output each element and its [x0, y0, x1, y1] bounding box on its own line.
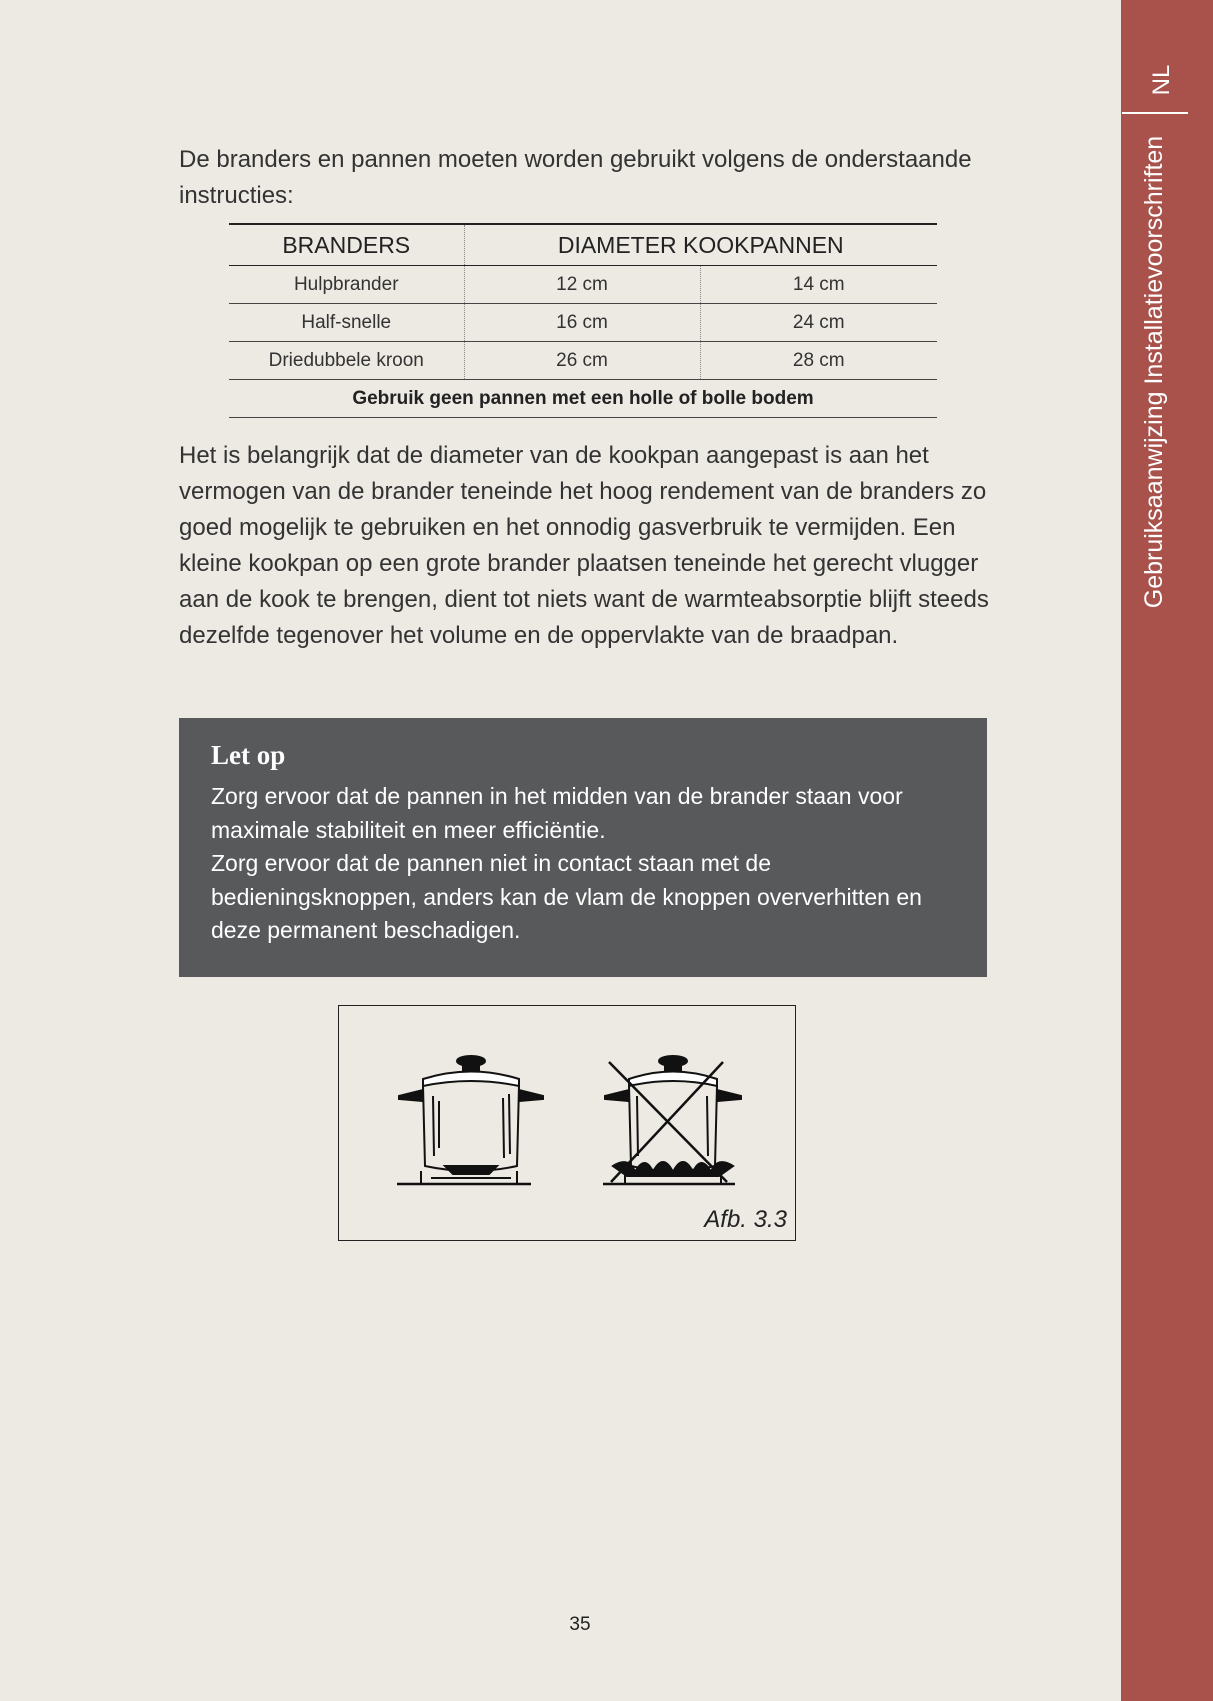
table-cell-burner: Half-snelle: [229, 304, 464, 342]
figure-3-3: [338, 1005, 796, 1241]
table-cell-max: 14 cm: [700, 266, 937, 304]
side-tab-title: Gebruiksaanwijzing Installatievoorschriften: [1140, 135, 1168, 609]
table-cell-max: 24 cm: [700, 304, 937, 342]
table-header-row: [229, 224, 937, 266]
table-row: [229, 304, 937, 342]
table-cell-min: 12 cm: [464, 266, 700, 304]
burner-table: [229, 223, 937, 418]
intro-paragraph: De branders en pannen moeten worden gebruikt volgens de onderstaande instructies:: [179, 146, 972, 209]
table-footer-row: [229, 380, 937, 418]
warning-note-body: [211, 780, 951, 948]
side-tab-language: NL: [1148, 64, 1175, 96]
warning-note-title: Let op: [211, 740, 286, 770]
warning-note-box: [179, 718, 987, 977]
table-row: [229, 266, 937, 304]
table-cell-burner: Driedubbele kroon: [229, 342, 464, 380]
figure-caption: Afb. 3.3: [704, 1206, 787, 1233]
body-paragraph: Het is belangrijk dat de diameter van de kookpan aangepast is aan het vermogen van de brander teneinde het hoog rendement van de branders zo goed mogelijk te gebruiken en het onnodig gasverbruik te vermijden. Een kleine kookpan op een grote brander plaatsen teneinde het gerecht vlugger aan de kook te brengen, dient tot niets want de warmteabsorptie blijft steeds dezelfde tegenover het volume en de oppervlakte van de braadpan.: [179, 442, 989, 649]
table-row: [229, 342, 937, 380]
table-cell-max: 28 cm: [700, 342, 937, 380]
table-header-diameter: DIAMETER KOOKPANNEN: [464, 224, 937, 266]
table-cell-min: 16 cm: [464, 304, 700, 342]
pot-incorrect-icon: [603, 1056, 741, 1184]
page-number: 35: [569, 1614, 591, 1635]
pot-correct-icon: [397, 1056, 543, 1184]
table-cell-min: 26 cm: [464, 342, 700, 380]
table-footer-note: Gebruik geen pannen met een holle of bolle bodem: [229, 380, 937, 418]
table-header-burners: BRANDERS: [229, 224, 464, 266]
warning-note-line: Zorg ervoor dat de pannen niet in contact staan met de bedieningsknoppen, anders kan de vlam de knoppen oververhitten en deze permanent beschadigen.: [211, 850, 922, 943]
warning-note-line: Zorg ervoor dat de pannen in het midden van de brander staan voor maximale stabiliteit en meer efficiëntie.: [211, 783, 903, 843]
table-cell-burner: Hulpbrander: [229, 266, 464, 304]
